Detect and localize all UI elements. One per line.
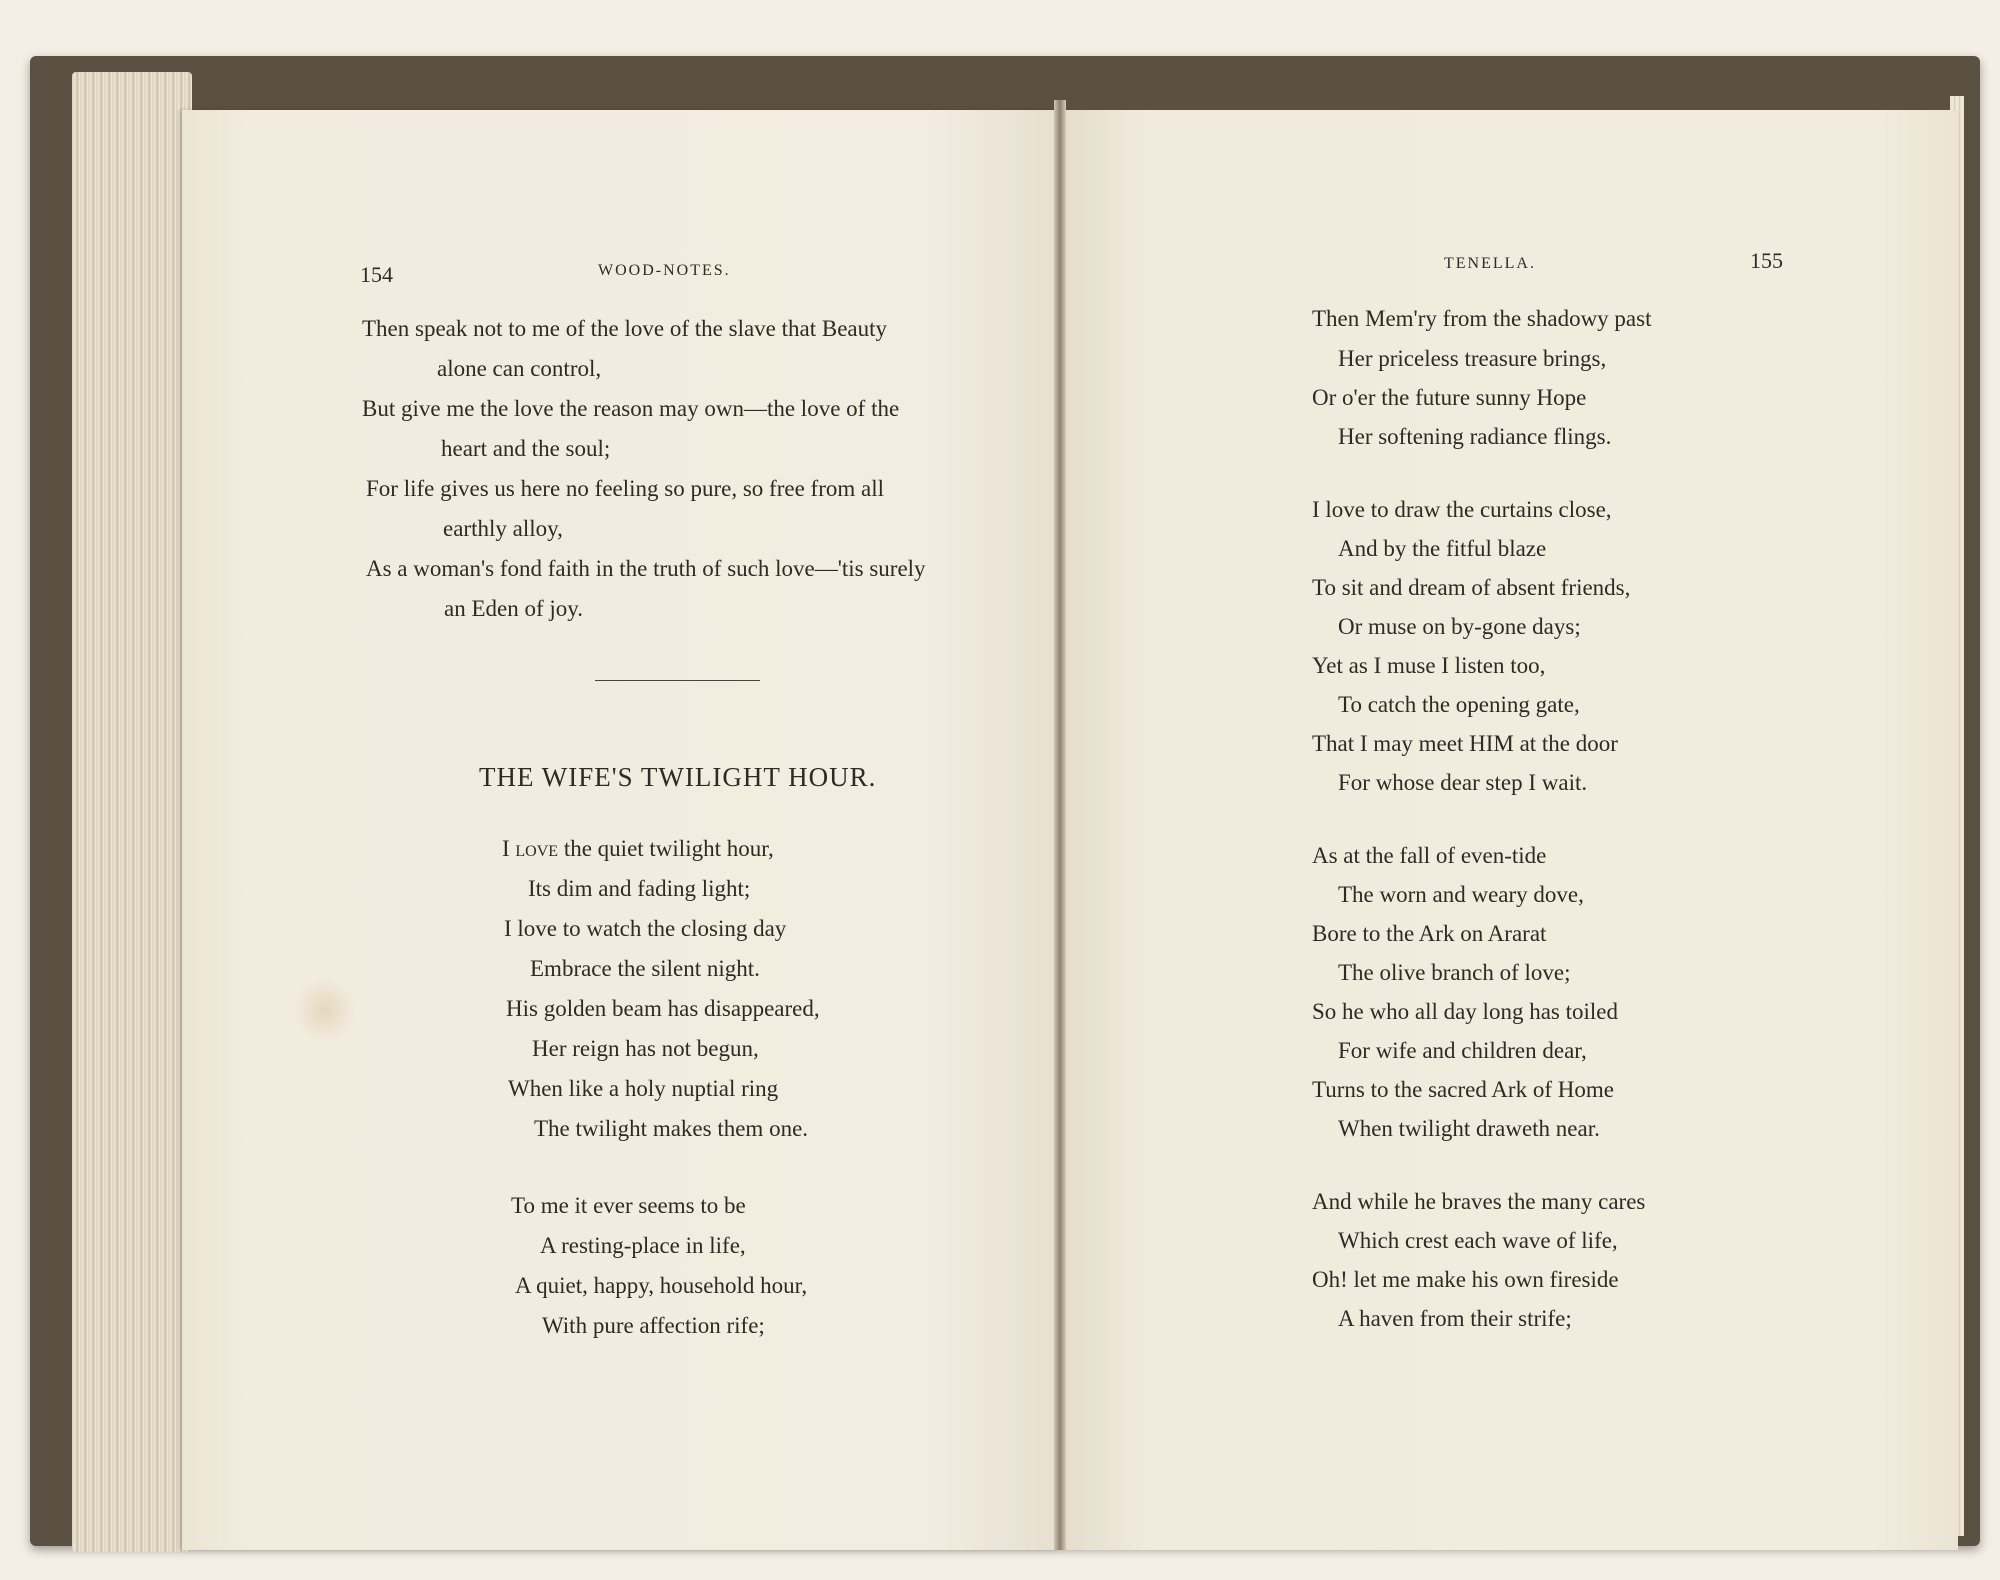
poem-line: I love to watch the closing day	[504, 916, 787, 941]
poem-line: Which crest each wave of life,	[1338, 1228, 1618, 1253]
poem-line: And by the fitful blaze	[1338, 536, 1547, 561]
stanza-line: alone can control,	[437, 356, 602, 381]
poem-line: Oh! let me make his own fireside	[1312, 1267, 1619, 1292]
left-page-number: 154	[360, 262, 393, 287]
poem-line: A resting-place in life,	[540, 1233, 746, 1258]
poem-line: When like a holy nuptial ring	[508, 1076, 779, 1101]
poem-line: Her priceless treasure brings,	[1338, 346, 1607, 371]
poem-line: Embrace the silent night.	[530, 956, 760, 981]
poem-line: With pure affection rife;	[542, 1313, 765, 1338]
poem-line: A quiet, happy, household hour,	[515, 1273, 808, 1298]
stanza-line: For life gives us here no feeling so pure, so free from all	[366, 476, 884, 501]
poem-line: That I may meet HIM at the door	[1312, 731, 1618, 756]
poem-line: Or o'er the future sunny Hope	[1312, 385, 1587, 410]
left-running-head: WOOD-NOTES.	[598, 262, 731, 279]
stanza-line: heart and the soul;	[441, 436, 611, 461]
poem-line: Turns to the sacred Ark of Home	[1312, 1077, 1614, 1102]
poem-line: Her softening radiance flings.	[1338, 424, 1612, 449]
poem-first-line-rest: the quiet twilight hour,	[558, 836, 774, 861]
poem-line: Her reign has not begun,	[532, 1036, 759, 1061]
stanza-line: Then speak not to me of the love of the slave that Beauty	[362, 316, 888, 341]
poem-line: The worn and weary dove,	[1338, 882, 1584, 907]
poem-line: Yet as I muse I listen too,	[1312, 653, 1546, 678]
poem-line: Bore to the Ark on Ararat	[1312, 921, 1547, 946]
poem-line: I love to draw the curtains close,	[1312, 497, 1612, 522]
stanza-line: But give me the love the reason may own—the love of the	[362, 396, 900, 421]
poem-line: A haven from their strife;	[1338, 1306, 1572, 1331]
stanza-line: an Eden of joy.	[444, 596, 584, 621]
section-divider	[595, 680, 760, 681]
poem-line: As at the fall of even-tide	[1312, 843, 1547, 868]
poem-line	[502, 836, 774, 862]
poem-line: For wife and children dear,	[1338, 1038, 1587, 1063]
poem-line: So he who all day long has toiled	[1312, 999, 1618, 1024]
poem-line: The twilight makes them one.	[534, 1116, 809, 1141]
poem-line: Then Mem'ry from the shadowy past	[1312, 306, 1652, 331]
poem-line: The olive branch of love;	[1338, 960, 1571, 985]
book-gutter	[1054, 100, 1066, 1550]
right-running-head: TENELLA.	[1444, 255, 1536, 272]
paper-stain	[290, 980, 360, 1040]
poem-line: For whose dear step I wait.	[1338, 770, 1588, 795]
right-page-number: 155	[1750, 248, 1783, 273]
poem-line: When twilight draweth near.	[1338, 1116, 1600, 1141]
poem-first-word: I love	[502, 836, 559, 861]
poem-line: To sit and dream of absent friends,	[1312, 575, 1631, 600]
poem-line: Or muse on by-gone days;	[1338, 614, 1581, 639]
poem-line: Its dim and fading light;	[528, 876, 751, 901]
poem-line: To catch the opening gate,	[1338, 692, 1580, 717]
stanza-line: As a woman's fond faith in the truth of such love—'tis surely	[366, 556, 926, 581]
poem-line: And while he braves the many cares	[1312, 1189, 1646, 1214]
poem-line: His golden beam has disappeared,	[506, 996, 820, 1021]
stanza-line: earthly alloy,	[443, 516, 563, 541]
page-edges-left	[72, 72, 192, 1552]
poem-title: THE WIFE'S TWILIGHT HOUR.	[479, 762, 877, 792]
poem-line: To me it ever seems to be	[511, 1193, 746, 1218]
